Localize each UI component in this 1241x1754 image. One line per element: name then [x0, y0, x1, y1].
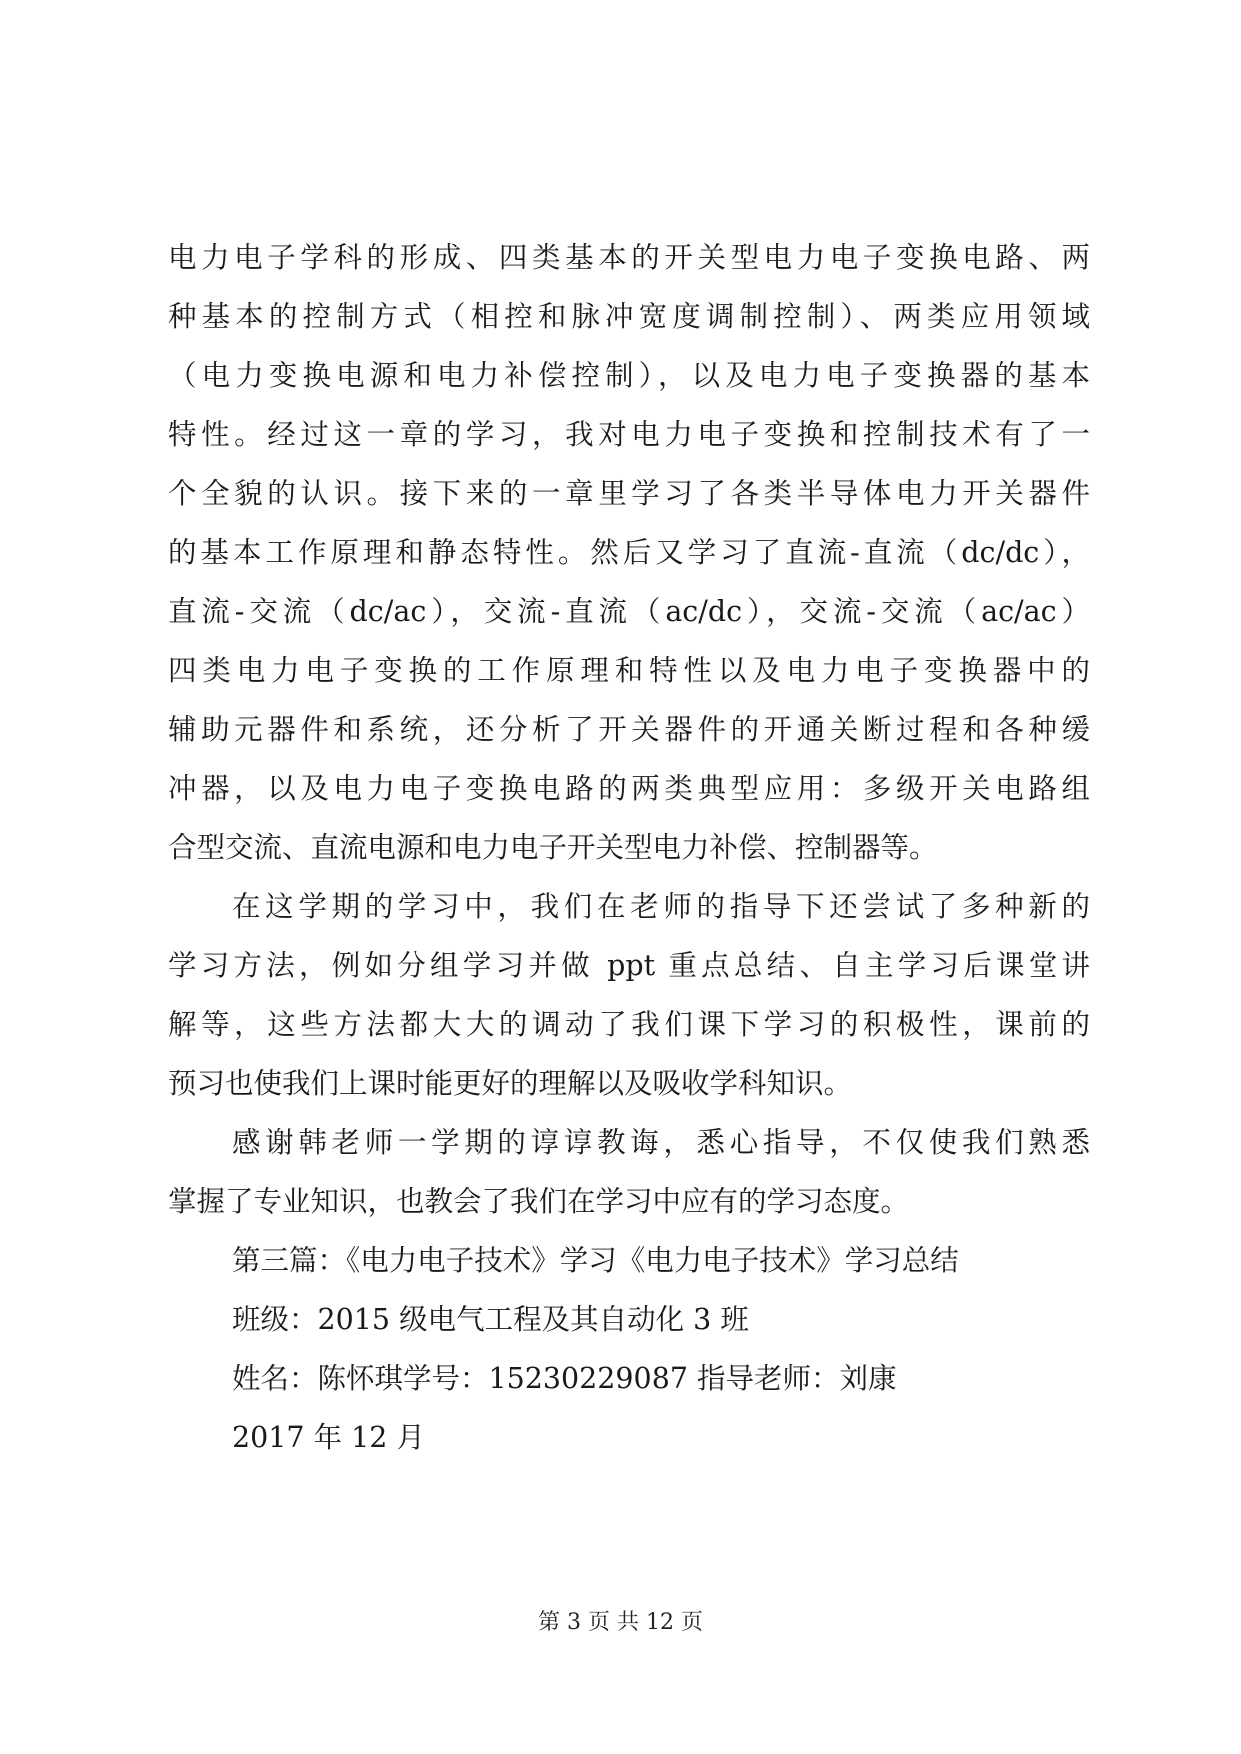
- paragraph-first-line: 感谢韩老师一学期的谆谆教诲，悉心指导，不仅使我们熟悉: [232, 1126, 1090, 1159]
- text-line: 个全貌的认识。接下来的一章里学习了各类半导体电力开关器件: [168, 477, 1090, 510]
- text-line: 特性。经过这一章的学习，我对电力电子变换和控制技术有了一: [168, 418, 1090, 451]
- text-line: 的基本工作原理和静态特性。然后又学习了直流-直流（dc/dc），: [168, 536, 1090, 569]
- text-line: 冲器，以及电力电子变换电路的两类典型应用：多级开关电路组: [168, 772, 1090, 805]
- document-body: [168, 228, 1090, 1467]
- text-line: （电力变换电源和电力补偿控制），以及电力电子变换器的基本: [168, 359, 1090, 392]
- text-line: 种基本的控制方式（相控和脉冲宽度调制控制）、两类应用领域: [168, 300, 1090, 333]
- section-title: 第三篇：《电力电子技术》学习《电力电子技术》学习总结: [232, 1244, 959, 1277]
- text-line: 四类电力电子变换的工作原理和特性以及电力电子变换器中的: [168, 654, 1090, 687]
- text-line: 直流-交流（dc/ac），交流-直流（ac/dc），交流-交流（ac/ac）: [168, 595, 1090, 628]
- text-line: 预习也使我们上课时能更好的理解以及吸收学科知识。: [168, 1067, 853, 1100]
- text-line: 掌握了专业知识，也教会了我们在学习中应有的学习态度。: [168, 1185, 910, 1218]
- paragraph-first-line: 在这学期的学习中，我们在老师的指导下还尝试了多种新的: [232, 890, 1090, 923]
- student-info: 姓名：陈怀琪学号：15230229087 指导老师：刘康: [232, 1362, 897, 1395]
- text-line: 电力电子学科的形成、四类基本的开关型电力电子变换电路、两: [168, 241, 1090, 274]
- date-line: 2017 年 12 月: [232, 1421, 425, 1454]
- text-line: 解等，这些方法都大大的调动了我们课下学习的积极性，课前的: [168, 1008, 1090, 1041]
- class-info: 班级：2015 级电气工程及其自动化 3 班: [232, 1303, 749, 1336]
- text-line: 辅助元器件和系统，还分析了开关器件的开通关断过程和各种缓: [168, 713, 1090, 746]
- text-line: 学习方法，例如分组学习并做 ppt 重点总结、自主学习后课堂讲: [168, 949, 1090, 982]
- page-number-footer: 第 3 页 共 12 页: [538, 1610, 703, 1635]
- text-line: 合型交流、直流电源和电力电子开关型电力补偿、控制器等。: [168, 831, 938, 864]
